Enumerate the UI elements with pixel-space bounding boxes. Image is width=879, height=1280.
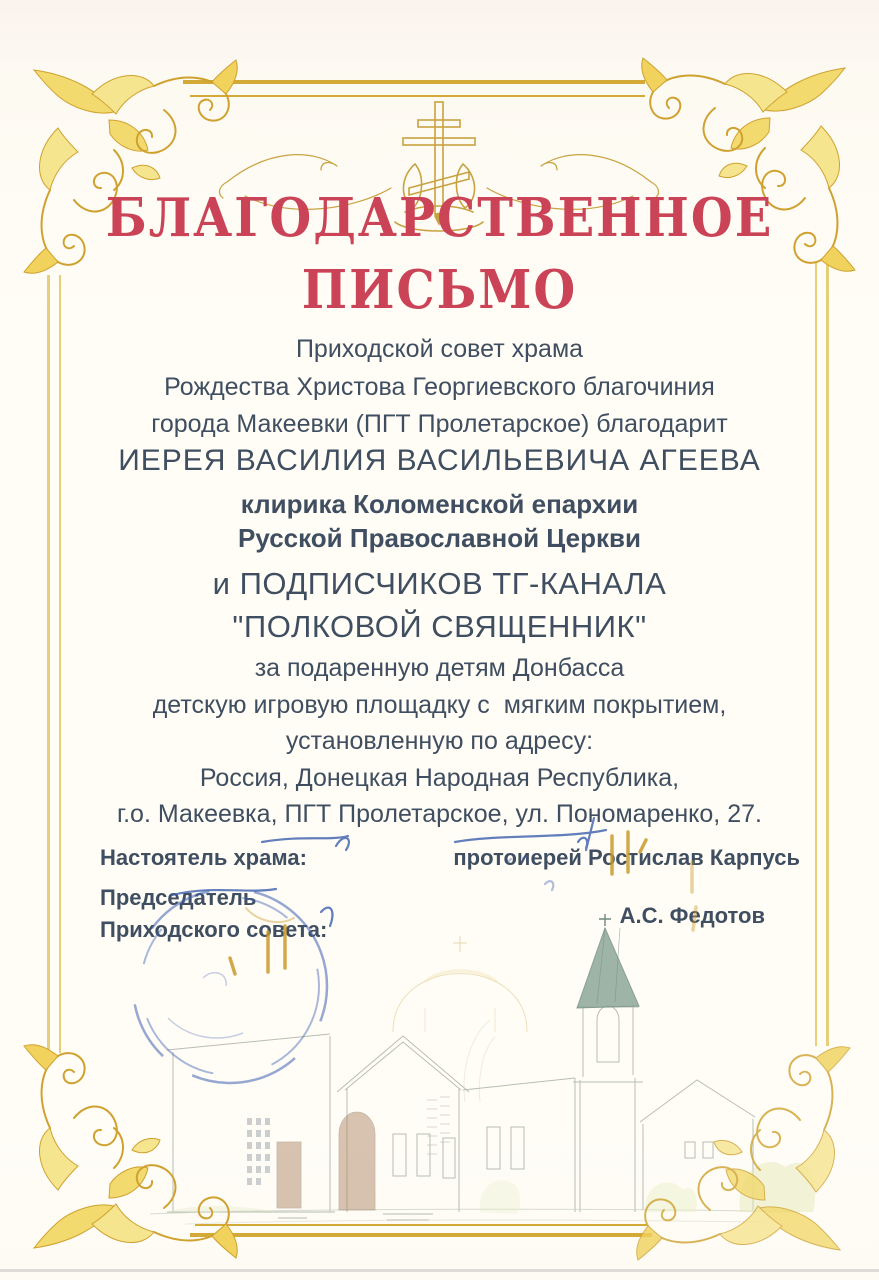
- frame-top-line-thick: [183, 80, 645, 84]
- recipient-name: ИЕРЕЯ ВАСИЛИЯ ВАСИЛЬЕВИЧА АГЕЕВА: [118, 444, 761, 477]
- intro-line: Приходской совет храма: [295, 335, 584, 363]
- certificate-title-line2: ПИСЬМО: [301, 258, 578, 322]
- signature-role-chairman-line1: Председатель: [100, 885, 257, 910]
- recipient-titles: [0, 487, 879, 555]
- corner-ornament-top-right: [635, 48, 865, 288]
- scan-edge-artifact: [0, 1269, 879, 1272]
- intro-line: города Макеевки (ПГТ Пролетарское) благодарит: [151, 410, 728, 438]
- signature-name-chairman: А.С. Федотов: [619, 903, 765, 928]
- intro-line: Рождества Христова Георгиевского благочиния: [164, 372, 715, 401]
- gratitude-line: установленную по адресу:: [285, 727, 594, 755]
- recipient-title-line: Русской Православной Церкви: [238, 523, 641, 553]
- gratitude-line: за подаренную детям Донбасса: [254, 654, 625, 682]
- signature-role-rector: Настоятель храма:: [100, 845, 307, 870]
- round-ink-stamp: [108, 868, 358, 1118]
- gratitude-line: г.о. Макеевка, ПГТ Пролетарское, ул. Пономаренко, 27.: [117, 800, 762, 828]
- frame-bottom-line-thin: [195, 1224, 647, 1226]
- certificate-title-line1: БЛАГОДАРСТВЕННОЕ: [105, 186, 774, 250]
- intro-paragraph: [0, 331, 879, 444]
- signature-role-chairman-line2: Приходского совета:: [100, 917, 328, 942]
- channel-line: и ПОДПИСЧИКОВ ТГ-КАНАЛА: [212, 566, 667, 601]
- channel-paragraph: [0, 562, 879, 648]
- channel-line: "ПОЛКОВОЙ СВЯЩЕННИК": [232, 609, 647, 644]
- gratitude-line: Россия, Донецкая Народная Республика,: [199, 763, 680, 792]
- gratitude-paragraph: [0, 650, 879, 833]
- gratitude-line: детскую игровую площадку с мягким покрытием,: [152, 690, 727, 719]
- recipient-title-line: клирика Коломенской епархии: [240, 489, 639, 519]
- frame-bottom-line-thick: [190, 1233, 652, 1237]
- corner-ornament-bottom-right: [630, 1030, 860, 1270]
- signature-name-rector: протоиерей Ростислав Карпусь: [453, 845, 800, 870]
